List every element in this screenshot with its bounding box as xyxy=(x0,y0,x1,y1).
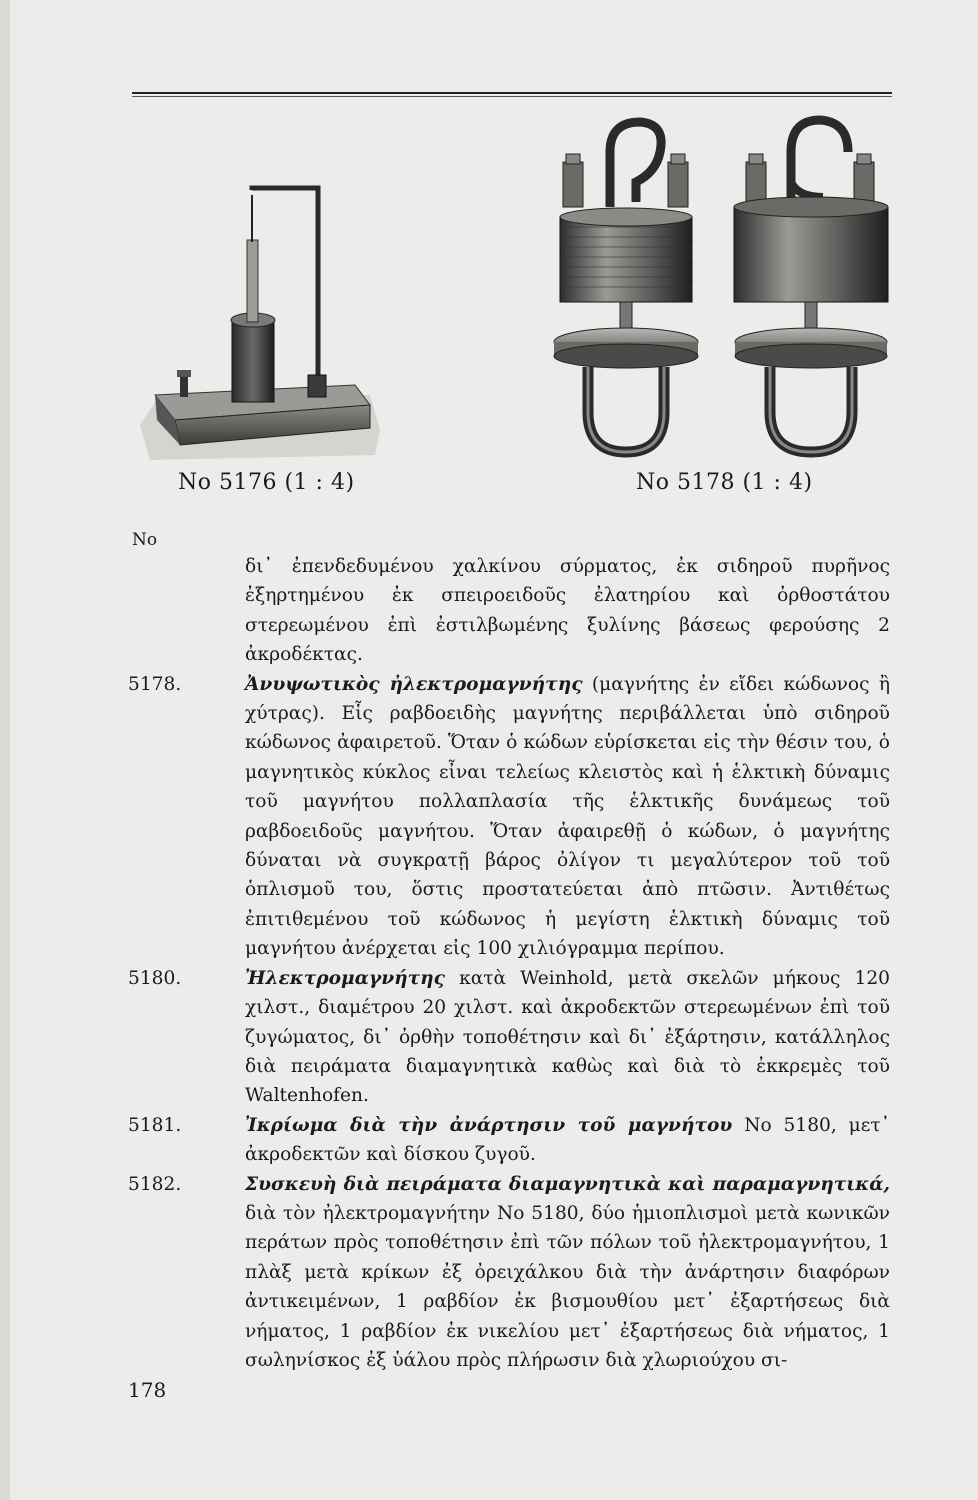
entry-text: No 5180, μετ᾽ ἀκροδεκτῶν καὶ δίσκου ζυγοῦ. xyxy=(245,1114,890,1166)
entry-number: 5178. xyxy=(128,673,182,695)
figure-5178-caption: No 5178 (1 : 4) xyxy=(636,470,813,495)
page-edge xyxy=(0,0,10,1500)
top-rule-secondary xyxy=(132,96,892,97)
figure-5176-illustration xyxy=(135,180,385,465)
catalog-text xyxy=(128,552,890,1375)
entry-title: Ἀνυψωτικὸς ἠλεκτρομαγνήτης xyxy=(245,673,583,695)
catalog-entry xyxy=(128,1111,890,1170)
entry-text: διὰ τὸν ἠλεκτρομαγνήτην No 5180, δύο ἡμιοπλισμοὶ μετὰ κωνικῶν περάτων πρὸς τοποθέτησιν ἐπὶ τῶν πόλων τοῦ ἠλεκτρομαγνήτου, 1 πλὰξ μετὰ κρίκων ἐξ ὀρειχάλκου διὰ τὴν ἀνάρτησιν διαφόρων ἀντικειμένων, 1 ραβδίον ἐκ βισμουθίου μετ᾽ ἐξαρτήσεως διὰ νήματος, 1 ραβδίον ἐκ νικελίου μετ᾽ ἐξαρτήσεως διὰ νήματος, 1 σωληνίσκος ἐξ ὑάλου πρὸς πλήρωσιν διὰ χλωριούχου σι- xyxy=(245,1202,890,1371)
entry-title: Ἠλεκτρομαγνήτης xyxy=(245,967,445,989)
page-number: 178 xyxy=(128,1378,167,1402)
entry-number: 5181. xyxy=(128,1114,182,1136)
catalog-entry xyxy=(128,1170,890,1376)
catalog-entry xyxy=(128,670,890,964)
top-rule xyxy=(132,92,892,94)
entry-title: Ἰκρίωμα διὰ τὴν ἀνάρτησιν τοῦ μαγνήτου xyxy=(245,1114,733,1136)
entry-number: 5180. xyxy=(128,967,182,989)
figure-5176-caption: No 5176 (1 : 4) xyxy=(178,470,355,495)
entry-number: 5182. xyxy=(128,1173,182,1195)
entry-title: Συσκευὴ διὰ πειράματα διαμαγνητικὰ καὶ παραμαγνητικά, xyxy=(245,1173,890,1195)
continuation-paragraph: δι᾽ ἐπενδεδυμένου χαλκίνου σύρματος, ἐκ σιδηροῦ πυρῆνος ἐξηρτημένου ἐκ σπειροειδοῦς ἐλατηρίου καὶ ὀρθοστάτου στερεωμένου ἐπὶ ἐστιλβωμένης ξυλίνης βάσεως φερούσης 2 ἀκροδέκτας. xyxy=(245,556,890,666)
no-label: No xyxy=(132,530,158,550)
entry-text: (μαγνήτης ἐν εἴδει κώδωνος ἢ χύτρας). Εἷς ραβδοειδὴς μαγνήτης περιβάλλεται ὑπὸ σιδηροῦ κώδωνος ἀφαιρετοῦ. Ὅταν ὁ κώδων εὑρίσκεται εἰς τὴν θέσιν του, ὁ μαγνητικὸς κύκλος εἶναι τελείως κλειστὸς καὶ ἡ ἑλκτικὴ δύναμις τοῦ μαγνήτου πολλαπλασία τῆς ἑλκτικῆς δυνάμεως τοῦ ραβδοειδοῦς μαγνήτου. Ὅταν ἀφαιρεθῇ ὁ κώδων, ὁ μαγνήτης δύναται νὰ συγκρατῇ βάρος ὀλίγον τι μεγαλύτερον τοῦ τοῦ ὁπλισμοῦ του, ὅστις προστατεύεται ἀπὸ πτῶσιν. Ἀντιθέτως ἐπιτιθεμένου τοῦ κώδωνος ἡ μεγίστη ἑλκτικὴ δύναμις τοῦ μαγνήτου ἀνέρχεται εἰς 100 χιλιόγραμμα περίπου. xyxy=(245,673,890,960)
catalog-entry xyxy=(128,964,890,1111)
figure-5178-illustration xyxy=(548,112,898,462)
entry-text: κατὰ Weinhold, μετὰ σκελῶν μήκους 120 χιλστ., διαμέτρου 20 χιλστ. καὶ ἀκροδεκτῶν στερεωμένων ἐπὶ τοῦ ζυγώματος, δι᾽ ὀρθὴν τοποθέτησιν καὶ δι᾽ ἐξάρτησιν, κατάλληλος διὰ πειράματα διαμαγνητικὰ καθὼς καὶ διὰ τὸ ἐκκρεμὲς τοῦ Waltenhofen. xyxy=(245,967,890,1107)
